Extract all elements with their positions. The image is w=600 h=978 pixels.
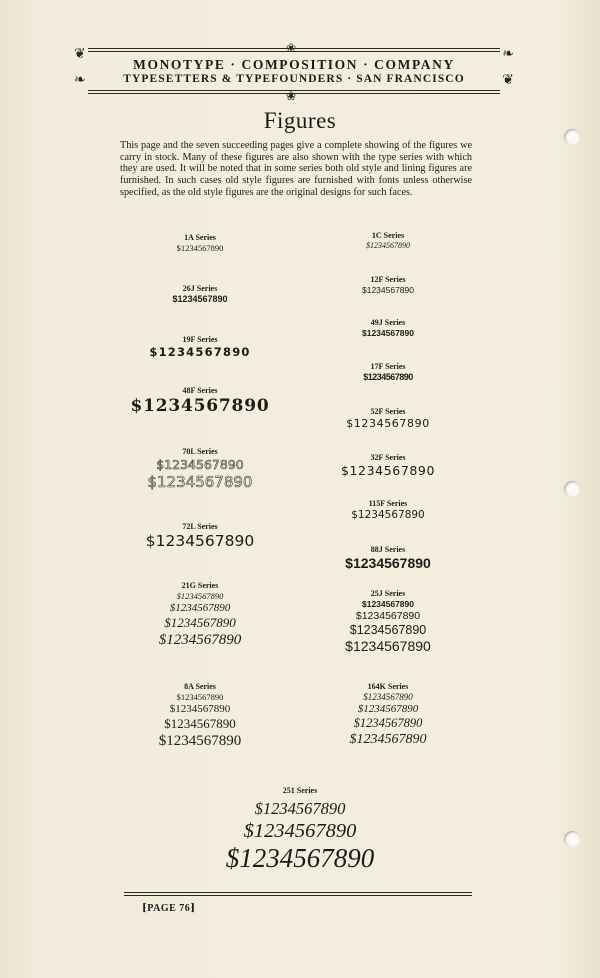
- figure-sample-size-1: $1234567890: [363, 692, 413, 702]
- figure-sample-size-1: $1234567890: [176, 692, 224, 702]
- left-scroll-ornament-icon: ❧: [74, 73, 86, 88]
- figure-sample-size-4: $1234567890: [158, 632, 242, 648]
- figure-sample-size-1: $1234567890: [176, 591, 224, 601]
- specimen-52F: [318, 407, 458, 430]
- right-scroll-ornament-icon: ❧: [502, 47, 514, 62]
- figure-sample-size-2: $1234567890: [357, 703, 419, 715]
- series-label: 88J Series: [370, 545, 406, 554]
- series-label: 72L Series: [182, 522, 218, 531]
- series-label: 164K Series: [367, 682, 409, 691]
- figure-sample-outline-large: $1234567890: [147, 473, 253, 491]
- figure-sample: $1234567890: [361, 285, 414, 295]
- series-label: 115F Series: [368, 499, 408, 508]
- company-subtitle: TYPESETTERS & TYPEFOUNDERS · SAN FRANCISCO: [123, 73, 465, 85]
- figure-sample-outline-small: $1234567890: [156, 457, 244, 472]
- specimen-8A: [130, 682, 270, 750]
- specimen-26J: [140, 284, 260, 304]
- figure-sample-size-1: $1234567890: [361, 599, 414, 609]
- footer-rule-top: [124, 892, 472, 893]
- series-label: 17F Series: [370, 362, 406, 371]
- binder-hole-middle: [564, 481, 580, 497]
- series-label: 70L Series: [182, 447, 218, 456]
- top-center-ornament-icon: ❀: [286, 41, 297, 55]
- series-label: 32F Series: [370, 453, 406, 462]
- series-label: 251 Series: [282, 786, 318, 795]
- series-label: 48F Series: [182, 386, 218, 395]
- bottom-center-ornament-icon: ❀: [286, 89, 297, 103]
- series-label: 1A Series: [184, 233, 216, 242]
- page-number: [142, 903, 196, 914]
- page-number-bracket-left-icon: ⁅: [142, 903, 148, 914]
- figure-sample: $1234567890: [366, 241, 410, 250]
- specimen-115F: [318, 499, 458, 521]
- figure-sample-size-3: $1234567890: [353, 716, 423, 730]
- specimen-17F: [328, 362, 448, 382]
- specimen-21G: [130, 581, 270, 649]
- specimen-49J: [328, 318, 448, 338]
- series-label: 8A Series: [184, 682, 216, 691]
- specimen-32F: [313, 453, 463, 478]
- series-label: 21G Series: [181, 581, 219, 590]
- figure-sample: $1234567890: [345, 555, 431, 571]
- figure-sample-size-3: $1234567890: [164, 615, 236, 630]
- page-number-text: PAGE 76: [147, 903, 191, 914]
- series-label: 12F Series: [370, 275, 406, 284]
- page-number-bracket-right-icon: ⁆: [190, 903, 196, 914]
- series-label: 49J Series: [370, 318, 406, 327]
- figure-sample: $1234567890: [346, 417, 430, 430]
- figure-sample-size-3: $1234567890: [225, 843, 375, 873]
- specimen-25J: [318, 589, 458, 654]
- series-label: 25J Series: [370, 589, 406, 598]
- page-title: Figures: [263, 108, 337, 133]
- figure-sample: $1234567890: [340, 463, 436, 478]
- figure-sample: $1234567890: [172, 294, 228, 304]
- series-label: 26J Series: [182, 284, 218, 293]
- figure-sample: $1234567890: [351, 509, 425, 521]
- figure-sample-size-2: $1234567890: [169, 703, 231, 715]
- figure-sample: $1234567890: [149, 345, 251, 359]
- series-label: 19F Series: [182, 335, 218, 344]
- figure-sample: $1234567890: [361, 328, 414, 338]
- specimen-164K: [318, 682, 458, 748]
- specimen-1A: [140, 233, 260, 253]
- specimen-251: [180, 786, 420, 874]
- figure-sample: $1234567890: [363, 372, 413, 382]
- series-label: 1C Series: [371, 231, 405, 240]
- company-name: MONOTYPE · COMPOSITION · COMPANY: [133, 57, 455, 72]
- figure-sample-size-1: $1234567890: [254, 799, 346, 818]
- specimen-12F: [328, 275, 448, 295]
- figure-sample-size-4: $1234567890: [349, 732, 427, 747]
- specimen-72L: [125, 522, 275, 550]
- figure-sample-size-2: $1234567890: [243, 820, 357, 842]
- specimen-1C: [328, 231, 448, 250]
- figure-sample-size-4: $1234567890: [345, 638, 431, 654]
- intro-paragraph: This page and the seven succeeding pages give a complete showing of the figures we carry in stock. Many of these figures are also shown with the type series with which they are used. It will be noted that in some series both old style and lining figures are furnished. In such cases old style figures are furnished with fonts unless otherwise specified, as the old style figures are the original designs for such faces.: [120, 140, 472, 198]
- figure-sample: $1234567890: [145, 532, 255, 550]
- figure-sample: $1234567890: [176, 243, 224, 253]
- specimen-19F: [130, 335, 270, 359]
- letterhead: [74, 41, 514, 103]
- figure-sample-size-3: $1234567890: [349, 623, 427, 637]
- series-label: 52F Series: [370, 407, 406, 416]
- binder-hole-bottom: [564, 831, 580, 847]
- specimen-70L: [125, 447, 275, 491]
- left-scroll-ornament-icon: ❦: [74, 47, 86, 62]
- figure-sample-size-2: $1234567890: [169, 602, 231, 614]
- specimen-88J: [318, 545, 458, 571]
- figure-sample-size-3: $1234567890: [164, 716, 236, 731]
- figure-sample-size-4: $1234567890: [158, 733, 242, 749]
- right-scroll-ornament-icon: ❦: [502, 73, 514, 88]
- footer-rule-bottom: [124, 895, 472, 896]
- specimen-48F: [120, 386, 280, 416]
- figure-sample: $1234567890: [130, 396, 270, 416]
- figure-sample-size-2: $1234567890: [355, 610, 421, 622]
